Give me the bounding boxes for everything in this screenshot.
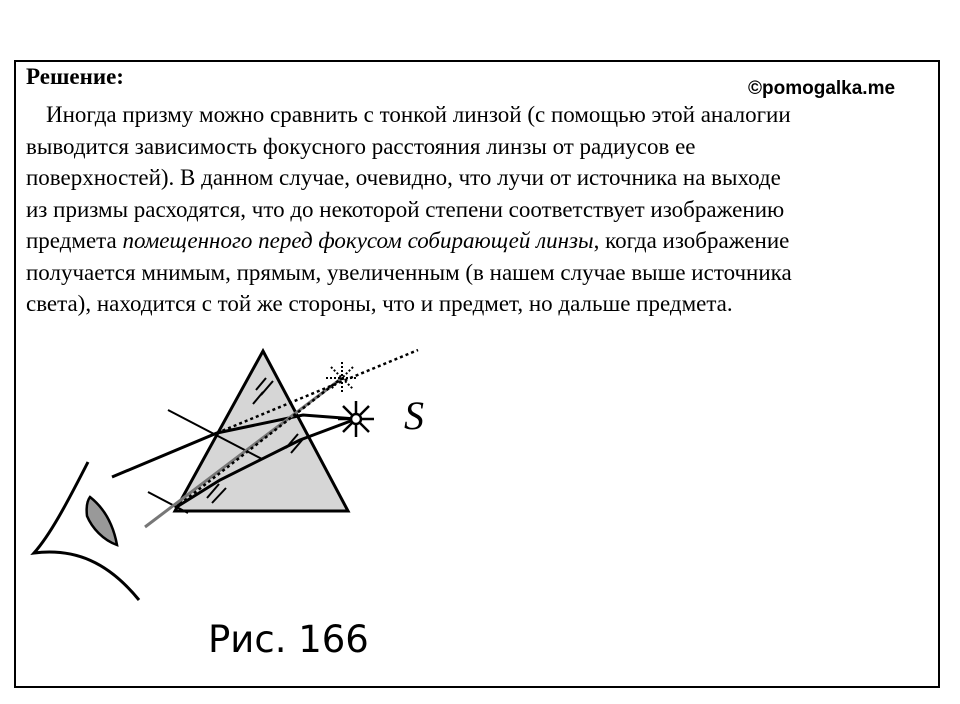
figure-caption: Рис. 166 [208, 618, 369, 661]
paragraph-line-2: выводится зависимость фокусного расстояния линзы от радиусов ее [26, 133, 696, 159]
paragraph-line-6: получается мнимым, прямым, увеличенным (в нашем случае выше источника [26, 259, 792, 285]
paragraph-line-5-start: предмета [26, 228, 123, 253]
paragraph-line-7: света), находится с той же стороны, что и предмет, но дальше предмета. [26, 291, 733, 316]
paragraph-line-5-italic: помещенного перед фокусом собирающей линзы [122, 228, 594, 253]
paragraph-line-4: из призмы расходятся, что до некоторой степени соответствует изображению [26, 196, 785, 222]
watermark: ©pomogalka.me [748, 78, 896, 99]
eye-icon [34, 462, 139, 600]
source-label: S [404, 393, 424, 438]
paragraph-line-3: поверхностей). В данном случае, очевидно, что лучи от источника на выходе [26, 165, 781, 190]
solution-heading: Решение: [26, 64, 124, 89]
paragraph-line-1: Иногда призму можно сравнить с тонкой линзой (с помощью этой аналогии [46, 102, 791, 127]
paragraph-line-5-end: , когда изображение [593, 228, 790, 253]
light-source-point [351, 414, 361, 424]
